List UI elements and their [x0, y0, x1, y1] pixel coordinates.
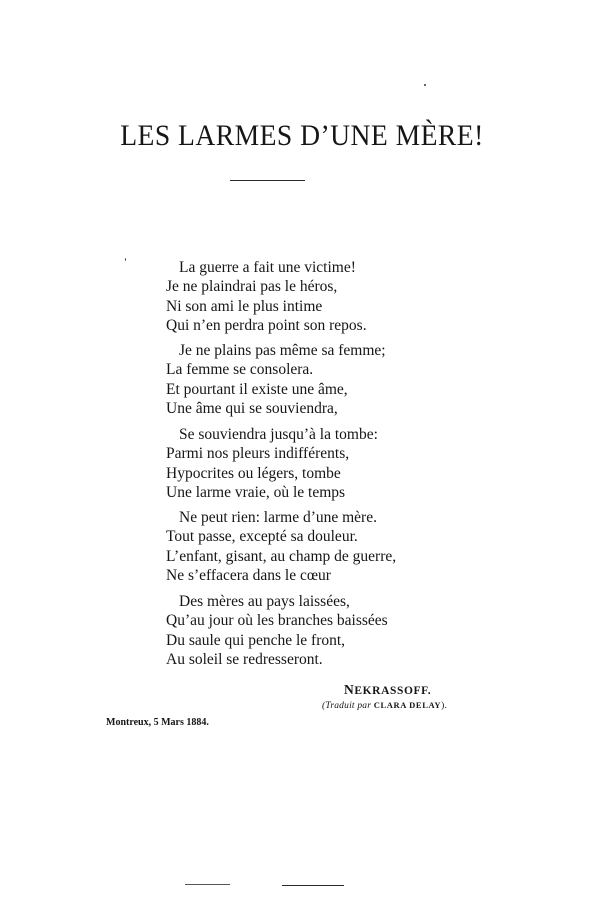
stanza-4 [166, 508, 466, 585]
print-speck [424, 84, 426, 86]
verse-line: Se souviendra jusqu’à la tombe: [179, 426, 378, 443]
verse-line: Ni son ami le plus intime [166, 297, 323, 315]
place-date: Montreux, 5 Mars 1884. [106, 717, 209, 728]
verse-line: Parmi nos pleurs indifférents, [166, 445, 350, 463]
stanza-2 [166, 341, 466, 418]
bottom-rule-left [185, 884, 230, 885]
verse-line: La femme se consolera. [166, 361, 314, 379]
translated-suffix: ). [441, 701, 448, 711]
verse-line: Qui n’en perdra point son repos. [166, 316, 367, 334]
verse-line: Ne s’effacera dans le cœur [166, 566, 331, 584]
author-name-rest: EKRASSOFF. [354, 685, 432, 697]
bottom-rule-right [282, 885, 344, 886]
verse-line: Des mères au pays laissées, [179, 593, 350, 610]
translated-by-label: (Traduit par [322, 701, 374, 711]
verse-line: Ne peut rien: larme d’une mère. [179, 509, 377, 526]
poem-title: LES LARMES D’UNE MÈRE! [120, 119, 484, 152]
verse-line: L’enfant, gisant, au champ de guerre, [166, 547, 397, 565]
verse-line: Tout passe, excepté sa douleur. [166, 528, 358, 546]
author-signature [344, 682, 431, 698]
stanza-3 [166, 425, 466, 502]
translator-credit [322, 700, 447, 711]
verse-line: Du saule qui penche le front, [166, 631, 346, 649]
verse-line: Une larme vraie, où le temps [166, 483, 346, 501]
verse-line: Au soleil se redresseront. [166, 650, 323, 668]
verse-line: Je ne plains pas même sa femme; [179, 342, 386, 359]
stanza-1 [166, 258, 466, 335]
verse-line: La guerre a fait une victime! [179, 259, 356, 276]
print-speck [125, 258, 126, 261]
verse-line: Une âme qui se souviendra, [166, 399, 338, 417]
verse-line: Et pourtant il existe une âme, [166, 380, 348, 398]
verse-line: Qu’au jour où les branches baissées [166, 612, 388, 630]
author-initial: N [344, 682, 355, 697]
translator-name: CLARA DELAY [373, 700, 442, 710]
verse-line: Hypocrites ou légers, tombe [166, 464, 341, 482]
stanza-5 [166, 592, 466, 669]
title-rule [230, 180, 305, 181]
verse-line: Je ne plaindrai pas le héros, [166, 278, 338, 296]
